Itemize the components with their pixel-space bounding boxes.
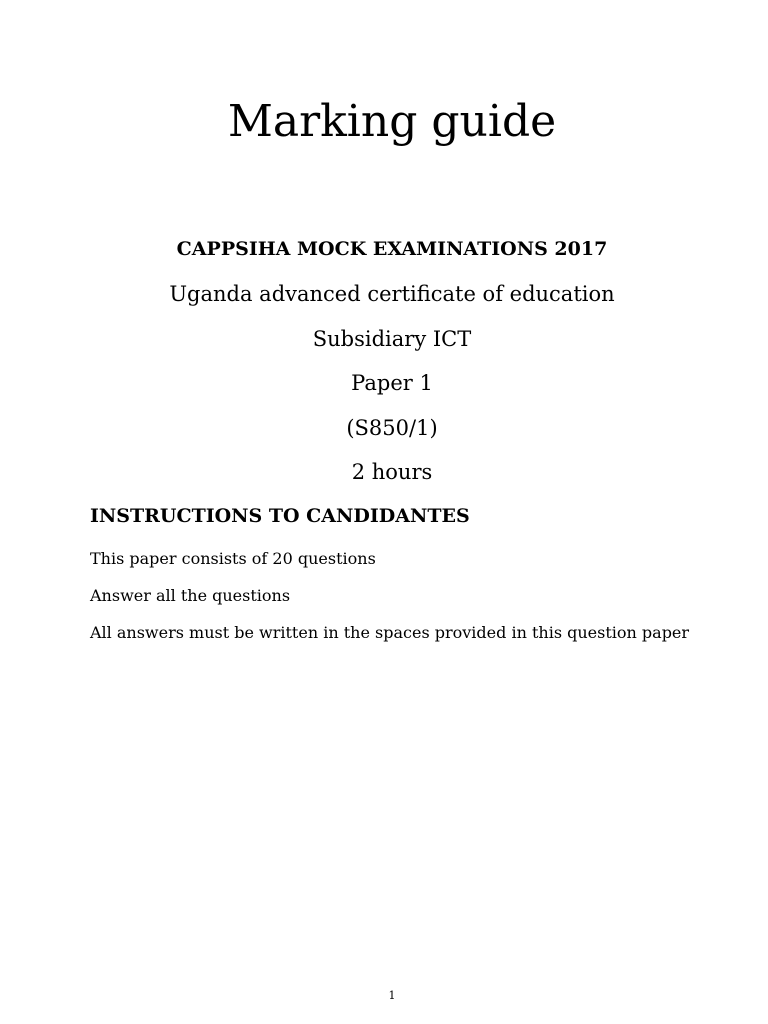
instruction-item: This paper consists of 20 questions: [90, 549, 376, 568]
document-title: Marking guide: [227, 96, 557, 147]
subject-line: Subsidiary ICT: [312, 327, 472, 351]
paper-code-line: (S850/1): [346, 416, 438, 440]
instructions-heading: INSTRUCTIONS TO CANDIDANTES: [90, 505, 470, 527]
paper-line: Paper 1: [351, 371, 433, 395]
certificate-line: Uganda advanced certificate of education: [169, 282, 615, 306]
instruction-item: Answer all the questions: [90, 586, 291, 605]
exam-name: CAPPSIHA MOCK EXAMINATIONS 2017: [176, 238, 608, 260]
duration-line: 2 hours: [351, 460, 433, 484]
instruction-item: All answers must be written in the spaces provided in this question paper: [90, 623, 690, 642]
page-number: 1: [388, 989, 396, 1002]
